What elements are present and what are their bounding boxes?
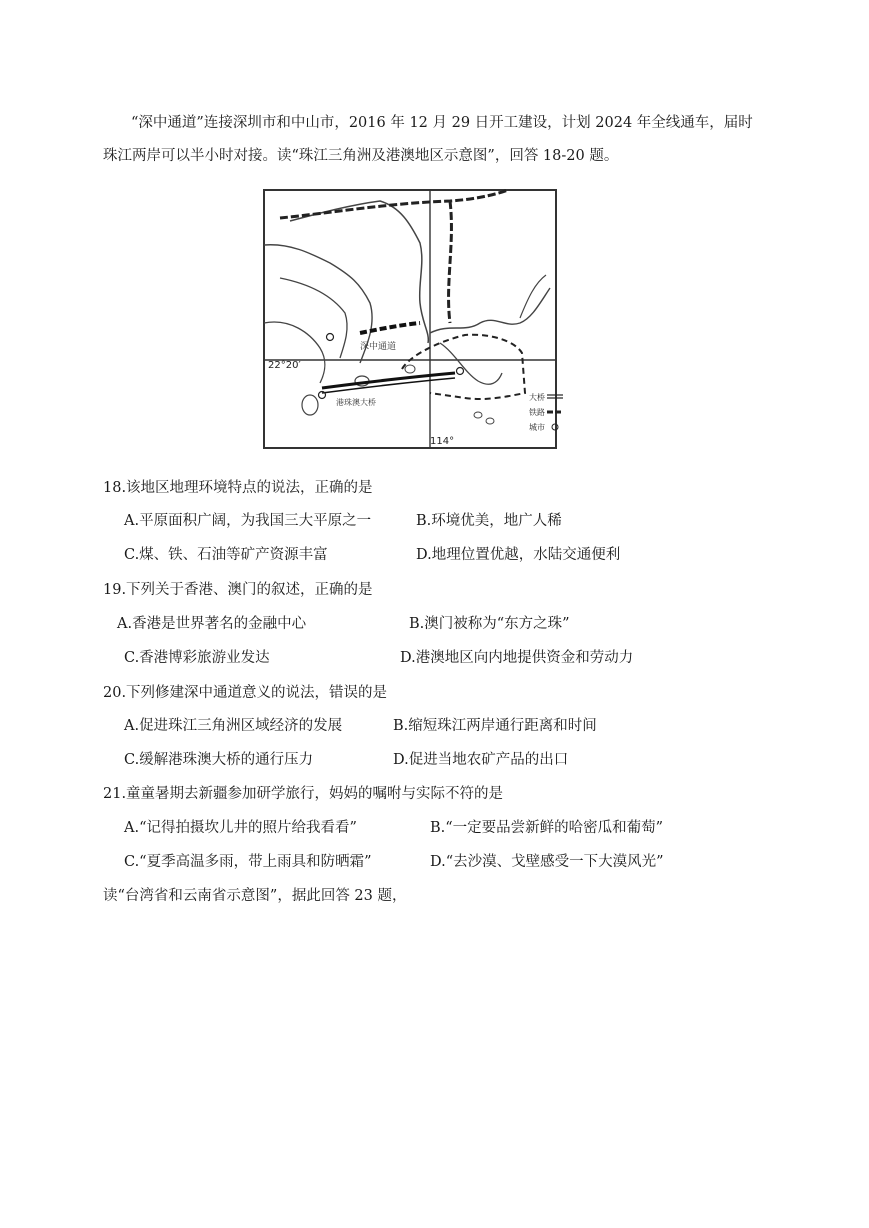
question-19-option-d: D.港澳地区向内地提供资金和劳动力 <box>400 650 634 666</box>
question-20-option-b: B.缩短珠江两岸通行距离和时间 <box>393 718 597 734</box>
question-19-option-c: C.香港博彩旅游业发达 <box>124 650 270 666</box>
legend-bridge-label: 大桥 <box>529 393 545 402</box>
question-21-stem: 21.童童暑期去新疆参加研学旅行，妈妈的嘱咐与实际不符的是 <box>103 786 504 802</box>
bridge-label: 港珠澳大桥 <box>336 398 376 407</box>
question-19-stem: 19.下列关于香港、澳门的叙述，正确的是 <box>103 582 373 598</box>
longitude-label: 114° <box>430 436 455 447</box>
question-20-option-d: D.促进当地农矿产品的出口 <box>393 752 569 768</box>
question-20-option-c: C.缓解港珠澳大桥的通行压力 <box>124 752 314 768</box>
question-20-stem: 20.下列修建深中通道意义的说法，错误的是 <box>103 685 388 701</box>
question-18-option-d: D.地理位置优越，水陆交通便利 <box>416 547 621 563</box>
question-18-stem: 18.该地区地理环境特点的说法，正确的是 <box>103 480 373 496</box>
question-21-option-d: D.“去沙漠、戈壁感受一下大漠风光” <box>430 854 664 870</box>
question-19-option-b: B.澳门被称为“东方之珠” <box>409 616 570 632</box>
question-21-option-a: A.“记得拍摄坎儿井的照片给我看看” <box>124 820 357 836</box>
question-21-option-b: B.“一定要品尝新鲜的哈密瓜和葡萄” <box>430 820 664 836</box>
legend-railway-label: 铁路 <box>529 408 545 417</box>
intro-line-1: “深中通道”连接深圳市和中山市，2016 年 12 月 29 日开工建设，计划 2024 年全线通车，届时 <box>131 115 753 131</box>
pearl-river-delta-map <box>250 183 566 461</box>
question-21-option-c: C.“夏季高温多雨，带上雨具和防晒霜” <box>124 854 372 870</box>
map-frame <box>264 190 556 448</box>
question-19-option-a: A.香港是世界著名的金融中心 <box>117 616 307 632</box>
question-18-option-c: C.煤、铁、石油等矿产资源丰富 <box>124 547 328 563</box>
outro-line: 读“台湾省和云南省示意图”，据此回答 23 题， <box>103 888 407 904</box>
legend-city-label: 城市 <box>529 423 545 432</box>
question-18-option-a: A.平原面积广阔，为我国三大平原之一 <box>124 513 372 529</box>
question-20-option-a: A.促进珠江三角洲区域经济的发展 <box>124 718 343 734</box>
tunnel-label: 深中通道 <box>360 342 397 352</box>
intro-line-2: 珠江两岸可以半小时对接。读“珠江三角洲及港澳地区示意图”，回答 18-20 题。 <box>103 148 619 164</box>
latitude-label: 22°20′ <box>268 360 301 371</box>
question-18-option-b: B.环境优美，地广人稀 <box>416 513 562 529</box>
